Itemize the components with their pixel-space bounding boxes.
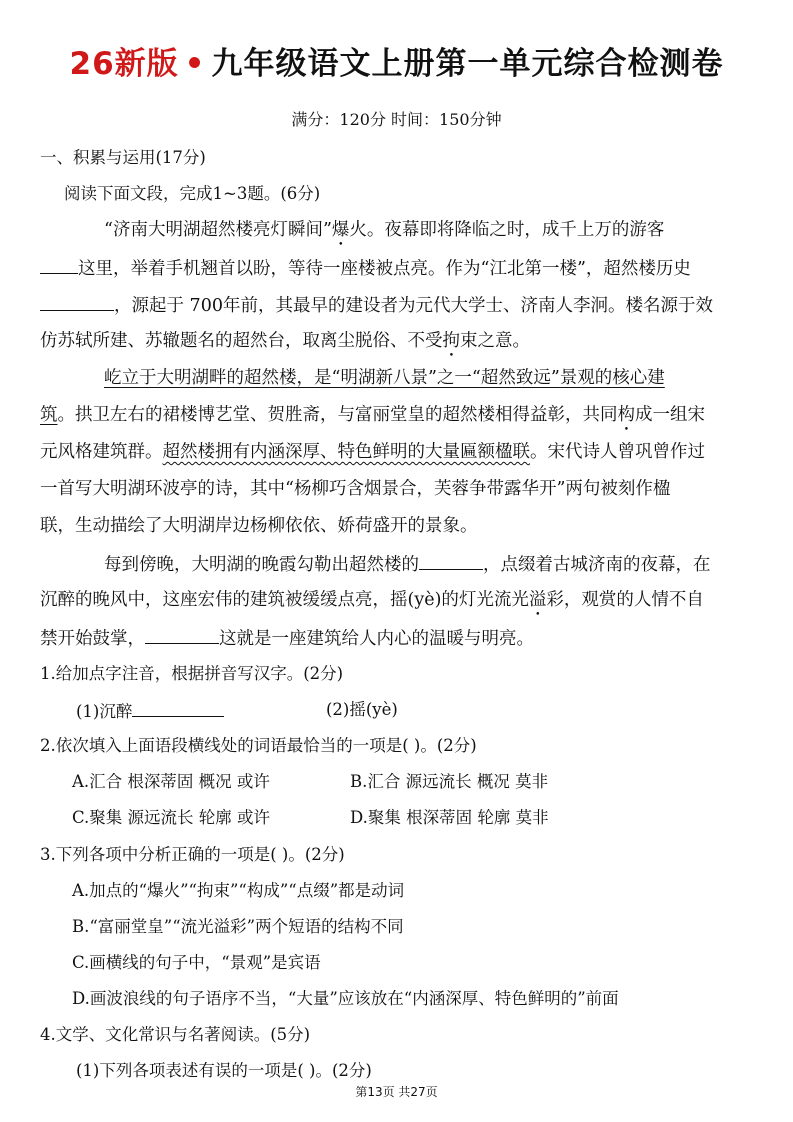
- passage-text: 成一组宋: [635, 405, 705, 425]
- option-c[interactable]: C.画横线的句子中，“景观”是宾语: [72, 953, 321, 972]
- question-text: (1)沉醉: [76, 702, 133, 721]
- option-d[interactable]: D.画波浪线的句子语序不当，“大量”应该放在“内涵深厚、特色鲜明的”前面: [72, 989, 619, 1008]
- underlined-sentence: 屹立于大明湖畔的超然楼，是“明湖新八景”之一“超然致远”景观的核心建: [104, 368, 665, 388]
- question-1: 1.给加点字注音，根据拼音写汉字。(2分): [40, 664, 344, 683]
- passage-text: 沉醉的晚风中，这座宏伟的建筑被缓缓点亮，摇(yè)的灯光流光: [40, 590, 529, 610]
- section-heading: 一、积累与运用(17分): [40, 148, 206, 167]
- edition-label: 26新版: [69, 46, 179, 82]
- fill-blank[interactable]: [145, 625, 219, 644]
- passage-text: 这就是一座建筑给人内心的温暖与明亮。: [219, 629, 534, 649]
- option-a[interactable]: A.加点的“爆火”“拘束”“构成”“点缀”都是动词: [72, 881, 405, 900]
- question-4-part-1: (1)下列各项表述有误的一项是( )。(2分): [76, 1061, 372, 1080]
- dotted-char: 溢: [528, 590, 547, 610]
- option-a[interactable]: A.汇合 根深蒂固 概况 或许: [72, 772, 270, 791]
- answer-blank[interactable]: [132, 698, 224, 717]
- passage-text: 。宋代诗人曾巩曾作过: [530, 442, 705, 462]
- question-2: 2.依次填入上面语段横线处的词语最恰当的一项是( )。(2分): [40, 736, 477, 755]
- passage-line: [40, 625, 534, 651]
- fill-blank[interactable]: [40, 292, 114, 311]
- dotted-char: 拘: [442, 331, 460, 351]
- passage-line: [104, 551, 711, 577]
- page-number: 第13页 共27页: [355, 1085, 438, 1099]
- fill-blank[interactable]: [419, 551, 483, 570]
- wavy-underlined-sentence: 超然楼拥有内涵深厚、特色鲜明的大量匾额楹联: [162, 442, 530, 462]
- reading-instruction: 阅读下面文段，完成1~3题。(6分): [64, 184, 321, 203]
- passage-line: [40, 329, 530, 361]
- passage-text: 彩，观赏的人情不自: [546, 590, 704, 610]
- dotted-char: 构: [617, 405, 635, 425]
- passage-line: 联，生动描绘了大明湖岸边杨柳依依、娇荷盛开的景象。: [40, 516, 478, 536]
- title-text: 九年级语文上册第一单元综合检测卷: [211, 46, 724, 82]
- title-dot: •: [184, 46, 206, 82]
- passage-line: [40, 440, 705, 464]
- passage-line: [40, 292, 713, 318]
- page-title: [0, 42, 793, 86]
- passage-text: 这里，举着手机翘首以盼，等待一座楼被点亮。作为“江北第一楼”，超然楼历史: [78, 259, 691, 279]
- passage-line: 一首写大明湖环波亭的诗，其中“杨柳巧含烟景合，芙蓉争带露华开”两句被刻作楹: [40, 479, 671, 499]
- option-b[interactable]: B.“富丽堂皇”“流光溢彩”两个短语的结构不同: [72, 917, 404, 936]
- passage-text: ，源起于 700年前，其最早的建设者为元代大学士、济南人李泂。楼名源于效: [114, 296, 713, 316]
- score-time-info: 满分：120分 时间：150分钟: [291, 110, 502, 129]
- question-3: 3.下列各项中分析正确的一项是( )。(2分): [40, 845, 345, 864]
- option-b[interactable]: B.汇合 源远流长 概况 莫非: [350, 772, 549, 791]
- passage-line: [40, 255, 691, 281]
- passage-line: [104, 218, 664, 250]
- passage-line: [104, 366, 665, 390]
- question-1-part-1: [76, 698, 224, 724]
- fill-blank[interactable]: [40, 255, 78, 274]
- dotted-char: 爆: [331, 220, 350, 240]
- passage-text: “济南大明湖超然楼亮灯瞬间”: [104, 220, 332, 240]
- option-d[interactable]: D.聚集 根深蒂固 轮廓 莫非: [350, 808, 549, 827]
- question-4: 4.文学、文化常识与名著阅读。(5分): [40, 1025, 311, 1044]
- passage-text: 禁开始鼓掌，: [40, 629, 145, 649]
- passage-text: 。拱卫左右的裙楼博艺堂、贺胜斋，与富丽堂皇的超然楼相得益彰，共同: [57, 405, 618, 425]
- passage-text: 每到傍晚，大明湖的晚霞勾勒出超然楼的: [104, 555, 419, 575]
- passage-line: [40, 588, 704, 620]
- passage-text: 束之意。: [460, 331, 530, 351]
- passage-text: 火。夜幕即将降临之时，成千上万的游客: [349, 220, 665, 240]
- underlined-sentence: 筑: [40, 405, 58, 425]
- passage-text: 仿苏轼所建、苏辙题名的超然台，取离尘脱俗、不受: [40, 331, 443, 351]
- option-c[interactable]: C.聚集 源远流长 轮廓 或许: [72, 808, 271, 827]
- passage-line: [40, 403, 705, 435]
- passage-text: ，点缀着古城济南的夜幕，在: [483, 555, 711, 575]
- passage-text: 元风格建筑群。: [40, 442, 163, 462]
- question-1-part-2: (2)摇(yè): [326, 700, 398, 719]
